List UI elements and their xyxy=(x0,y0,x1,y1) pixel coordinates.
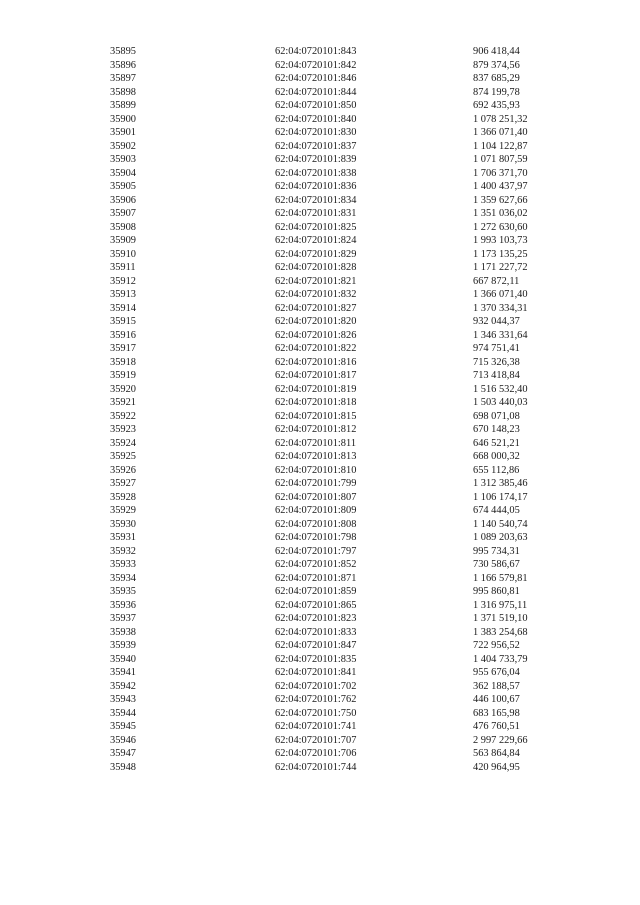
cadastral-number: 62:04:0720101:839 xyxy=(275,154,357,165)
cadastral-number: 62:04:0720101:828 xyxy=(275,262,357,273)
cadastral-number: 62:04:0720101:846 xyxy=(275,73,357,84)
cadastral-value: 1 104 122,87 xyxy=(473,140,528,152)
row-number: 35908 xyxy=(110,221,136,233)
row-number: 35939 xyxy=(110,640,136,651)
cadastral-value: 563 864,84 xyxy=(473,748,520,759)
table-row xyxy=(0,86,640,100)
row-number: 35896 xyxy=(110,59,136,71)
cadastral-value: 713 418,84 xyxy=(473,370,520,381)
row-number: 35930 xyxy=(110,518,136,530)
table-row xyxy=(0,207,640,221)
cadastral-number: 62:04:0720101:706 xyxy=(275,748,357,759)
cadastral-number: 62:04:0720101:850 xyxy=(275,100,357,111)
row-number: 35929 xyxy=(110,505,136,516)
cadastral-value: 1 166 579,81 xyxy=(473,572,528,584)
cadastral-number: 62:04:0720101:831 xyxy=(275,208,357,219)
row-number: 35910 xyxy=(110,248,136,260)
row-number: 35942 xyxy=(110,680,136,692)
table-row xyxy=(0,248,640,262)
row-number: 35922 xyxy=(110,410,136,422)
table-row xyxy=(0,369,640,383)
row-number: 35941 xyxy=(110,667,136,678)
row-number: 35944 xyxy=(110,707,136,719)
row-number: 35945 xyxy=(110,721,136,732)
cadastral-number: 62:04:0720101:842 xyxy=(275,59,357,71)
cadastral-value: 667 872,11 xyxy=(473,275,520,287)
table-row xyxy=(0,261,640,275)
cadastral-value: 995 734,31 xyxy=(473,545,520,557)
cadastral-value: 683 165,98 xyxy=(473,707,520,719)
cadastral-value: 1 993 103,73 xyxy=(473,235,528,246)
cadastral-value: 932 044,37 xyxy=(473,316,520,327)
row-number: 35909 xyxy=(110,235,136,246)
row-number: 35948 xyxy=(110,761,136,773)
row-number: 35915 xyxy=(110,316,136,327)
table-row xyxy=(0,531,640,545)
cadastral-value: 655 112,86 xyxy=(473,464,520,476)
table-row xyxy=(0,396,640,410)
table-row xyxy=(0,680,640,694)
row-number: 35938 xyxy=(110,626,136,638)
cadastral-number: 62:04:0720101:820 xyxy=(275,316,357,327)
table-row xyxy=(0,612,640,626)
cadastral-number: 62:04:0720101:808 xyxy=(275,518,357,530)
cadastral-value: 362 188,57 xyxy=(473,680,520,692)
table-row xyxy=(0,410,640,424)
table-row xyxy=(0,491,640,505)
cadastral-number: 62:04:0720101:762 xyxy=(275,694,357,705)
table-row xyxy=(0,504,640,518)
table-row xyxy=(0,423,640,437)
cadastral-value: 874 199,78 xyxy=(473,86,520,98)
table-row xyxy=(0,626,640,640)
table-row xyxy=(0,167,640,181)
table-row xyxy=(0,72,640,86)
cadastral-value: 698 071,08 xyxy=(473,410,520,422)
cadastral-value: 906 418,44 xyxy=(473,46,520,57)
cadastral-number: 62:04:0720101:809 xyxy=(275,505,357,516)
cadastral-number: 62:04:0720101:822 xyxy=(275,343,357,354)
cadastral-value: 837 685,29 xyxy=(473,73,520,84)
cadastral-number: 62:04:0720101:798 xyxy=(275,532,357,543)
cadastral-number: 62:04:0720101:816 xyxy=(275,356,357,368)
cadastral-value-table xyxy=(0,45,640,774)
cadastral-number: 62:04:0720101:797 xyxy=(275,545,357,557)
row-number: 35905 xyxy=(110,181,136,192)
cadastral-number: 62:04:0720101:835 xyxy=(275,653,357,665)
row-number: 35898 xyxy=(110,86,136,98)
cadastral-number: 62:04:0720101:871 xyxy=(275,572,357,584)
cadastral-value: 1 346 331,64 xyxy=(473,329,528,341)
cadastral-number: 62:04:0720101:833 xyxy=(275,626,357,638)
table-row xyxy=(0,450,640,464)
cadastral-value: 1 140 540,74 xyxy=(473,518,528,530)
table-row xyxy=(0,707,640,721)
row-number: 35913 xyxy=(110,289,136,300)
cadastral-number: 62:04:0720101:824 xyxy=(275,235,357,246)
table-row xyxy=(0,734,640,748)
cadastral-value: 1 089 203,63 xyxy=(473,532,528,543)
row-number: 35912 xyxy=(110,275,136,287)
cadastral-value: 1 400 437,97 xyxy=(473,181,528,192)
row-number: 35902 xyxy=(110,140,136,152)
row-number: 35907 xyxy=(110,208,136,219)
cadastral-number: 62:04:0720101:852 xyxy=(275,559,357,570)
cadastral-value: 670 148,23 xyxy=(473,424,520,435)
cadastral-number: 62:04:0720101:826 xyxy=(275,329,357,341)
cadastral-number: 62:04:0720101:812 xyxy=(275,424,357,435)
table-row xyxy=(0,599,640,613)
cadastral-value: 1 404 733,79 xyxy=(473,653,528,665)
cadastral-value: 2 997 229,66 xyxy=(473,734,528,746)
cadastral-number: 62:04:0720101:821 xyxy=(275,275,357,287)
row-number: 35940 xyxy=(110,653,136,665)
cadastral-value: 420 964,95 xyxy=(473,761,520,773)
cadastral-number: 62:04:0720101:811 xyxy=(275,437,357,449)
table-row xyxy=(0,558,640,572)
row-number: 35943 xyxy=(110,694,136,705)
table-row xyxy=(0,545,640,559)
cadastral-number: 62:04:0720101:741 xyxy=(275,721,357,732)
row-number: 35921 xyxy=(110,397,136,408)
table-row xyxy=(0,126,640,140)
table-row xyxy=(0,666,640,680)
table-row xyxy=(0,383,640,397)
row-number: 35926 xyxy=(110,464,136,476)
table-row xyxy=(0,275,640,289)
cadastral-value: 730 586,67 xyxy=(473,559,520,570)
table-row xyxy=(0,464,640,478)
cadastral-number: 62:04:0720101:844 xyxy=(275,86,357,98)
cadastral-value: 1 272 630,60 xyxy=(473,221,528,233)
row-number: 35919 xyxy=(110,370,136,381)
cadastral-number: 62:04:0720101:819 xyxy=(275,383,357,395)
row-number: 35932 xyxy=(110,545,136,557)
cadastral-number: 62:04:0720101:829 xyxy=(275,248,357,260)
cadastral-number: 62:04:0720101:818 xyxy=(275,397,357,408)
row-number: 35947 xyxy=(110,748,136,759)
table-row xyxy=(0,518,640,532)
row-number: 35934 xyxy=(110,572,136,584)
row-number: 35901 xyxy=(110,127,136,138)
table-row xyxy=(0,342,640,356)
cadastral-value: 715 326,38 xyxy=(473,356,520,368)
cadastral-number: 62:04:0720101:823 xyxy=(275,613,357,624)
cadastral-value: 1 351 036,02 xyxy=(473,208,528,219)
row-number: 35928 xyxy=(110,491,136,503)
cadastral-number: 62:04:0720101:707 xyxy=(275,734,357,746)
cadastral-value: 1 316 975,11 xyxy=(473,599,528,611)
table-row xyxy=(0,639,640,653)
row-number: 35900 xyxy=(110,113,136,125)
cadastral-value: 1 359 627,66 xyxy=(473,194,528,206)
cadastral-value: 476 760,51 xyxy=(473,721,520,732)
row-number: 35895 xyxy=(110,46,136,57)
row-number: 35920 xyxy=(110,383,136,395)
table-row xyxy=(0,234,640,248)
row-number: 35903 xyxy=(110,154,136,165)
table-row xyxy=(0,329,640,343)
cadastral-number: 62:04:0720101:815 xyxy=(275,410,357,422)
row-number: 35931 xyxy=(110,532,136,543)
table-row xyxy=(0,356,640,370)
table-row xyxy=(0,720,640,734)
table-row xyxy=(0,153,640,167)
table-row xyxy=(0,302,640,316)
cadastral-number: 62:04:0720101:702 xyxy=(275,680,357,692)
table-row xyxy=(0,477,640,491)
cadastral-number: 62:04:0720101:838 xyxy=(275,167,357,179)
cadastral-number: 62:04:0720101:744 xyxy=(275,761,357,773)
cadastral-value: 668 000,32 xyxy=(473,451,520,462)
row-number: 35935 xyxy=(110,586,136,597)
cadastral-number: 62:04:0720101:843 xyxy=(275,46,357,57)
cadastral-value: 1 370 334,31 xyxy=(473,302,528,314)
table-row xyxy=(0,437,640,451)
cadastral-number: 62:04:0720101:810 xyxy=(275,464,357,476)
row-number: 35937 xyxy=(110,613,136,624)
table-row xyxy=(0,99,640,113)
table-row xyxy=(0,180,640,194)
cadastral-number: 62:04:0720101:832 xyxy=(275,289,357,300)
cadastral-value: 692 435,93 xyxy=(473,100,520,111)
row-number: 35936 xyxy=(110,599,136,611)
cadastral-value: 1 173 135,25 xyxy=(473,248,528,260)
cadastral-value: 1 312 385,46 xyxy=(473,478,528,489)
cadastral-number: 62:04:0720101:817 xyxy=(275,370,357,381)
cadastral-value: 1 706 371,70 xyxy=(473,167,528,179)
row-number: 35924 xyxy=(110,437,136,449)
cadastral-value: 1 503 440,03 xyxy=(473,397,528,408)
row-number: 35897 xyxy=(110,73,136,84)
cadastral-number: 62:04:0720101:825 xyxy=(275,221,357,233)
table-row xyxy=(0,140,640,154)
table-row xyxy=(0,315,640,329)
table-row xyxy=(0,194,640,208)
cadastral-value: 879 374,56 xyxy=(473,59,520,71)
cadastral-value: 1 171 227,72 xyxy=(473,262,528,273)
cadastral-number: 62:04:0720101:837 xyxy=(275,140,357,152)
row-number: 35917 xyxy=(110,343,136,354)
cadastral-number: 62:04:0720101:840 xyxy=(275,113,357,125)
table-row xyxy=(0,761,640,775)
cadastral-value: 722 956,52 xyxy=(473,640,520,651)
row-number: 35899 xyxy=(110,100,136,111)
cadastral-value: 674 444,05 xyxy=(473,505,520,516)
cadastral-value: 995 860,81 xyxy=(473,586,520,597)
row-number: 35946 xyxy=(110,734,136,746)
cadastral-value: 1 371 519,10 xyxy=(473,613,528,624)
row-number: 35911 xyxy=(110,262,136,273)
row-number: 35923 xyxy=(110,424,136,435)
cadastral-number: 62:04:0720101:859 xyxy=(275,586,357,597)
row-number: 35933 xyxy=(110,559,136,570)
row-number: 35927 xyxy=(110,478,136,489)
cadastral-number: 62:04:0720101:865 xyxy=(275,599,357,611)
table-row xyxy=(0,693,640,707)
row-number: 35916 xyxy=(110,329,136,341)
row-number: 35925 xyxy=(110,451,136,462)
cadastral-value: 1 516 532,40 xyxy=(473,383,528,395)
table-row xyxy=(0,747,640,761)
cadastral-number: 62:04:0720101:813 xyxy=(275,451,357,462)
row-number: 35918 xyxy=(110,356,136,368)
cadastral-value: 1 383 254,68 xyxy=(473,626,528,638)
cadastral-number: 62:04:0720101:807 xyxy=(275,491,357,503)
cadastral-number: 62:04:0720101:827 xyxy=(275,302,357,314)
table-row xyxy=(0,585,640,599)
cadastral-number: 62:04:0720101:830 xyxy=(275,127,357,138)
cadastral-value: 1 071 807,59 xyxy=(473,154,528,165)
cadastral-value: 446 100,67 xyxy=(473,694,520,705)
table-row xyxy=(0,653,640,667)
table-row xyxy=(0,113,640,127)
cadastral-value: 1 078 251,32 xyxy=(473,113,528,125)
cadastral-number: 62:04:0720101:799 xyxy=(275,478,357,489)
cadastral-value: 1 106 174,17 xyxy=(473,491,528,503)
table-row xyxy=(0,45,640,59)
table-row xyxy=(0,288,640,302)
row-number: 35906 xyxy=(110,194,136,206)
cadastral-value: 974 751,41 xyxy=(473,343,520,354)
table-row xyxy=(0,221,640,235)
cadastral-number: 62:04:0720101:750 xyxy=(275,707,357,719)
cadastral-value: 1 366 071,40 xyxy=(473,289,528,300)
cadastral-value: 646 521,21 xyxy=(473,437,520,449)
table-row xyxy=(0,572,640,586)
table-row xyxy=(0,59,640,73)
row-number: 35904 xyxy=(110,167,136,179)
cadastral-value: 1 366 071,40 xyxy=(473,127,528,138)
row-number: 35914 xyxy=(110,302,136,314)
cadastral-number: 62:04:0720101:836 xyxy=(275,181,357,192)
cadastral-number: 62:04:0720101:847 xyxy=(275,640,357,651)
cadastral-value: 955 676,04 xyxy=(473,667,520,678)
cadastral-number: 62:04:0720101:841 xyxy=(275,667,357,678)
cadastral-number: 62:04:0720101:834 xyxy=(275,194,357,206)
